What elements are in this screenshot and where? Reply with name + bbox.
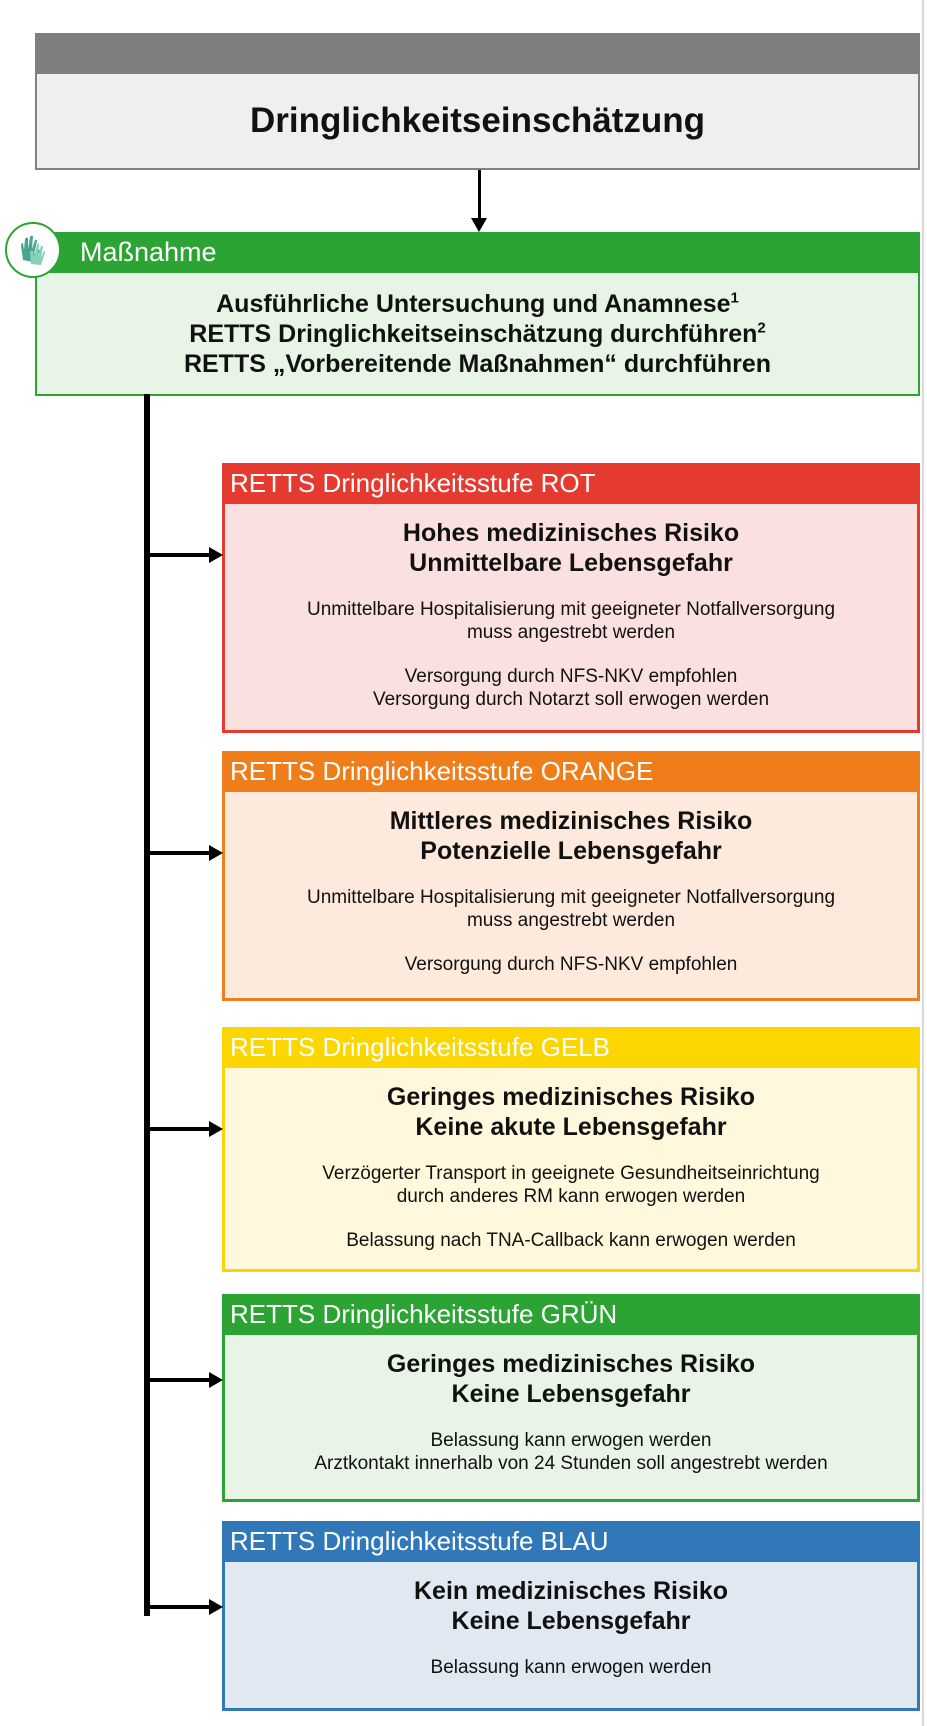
measure-label: Maßnahme (80, 237, 217, 267)
measure-line-3: RETTS „Vorbereitende Maßnahmen“ durchführen (183, 349, 772, 378)
level-blue-header: RETTS Dringlichkeitsstufe BLAU (222, 1521, 920, 1562)
page-title: Dringlichkeitseinschätzung (35, 74, 920, 170)
level-yellow-text-1: Verzögerter Transport in geeignete Gesundheitseinrichtung durch anderes RM kann erwogen werden (322, 1163, 820, 1207)
connector-arrow-head (471, 218, 487, 232)
branch-arrow-head-orange (209, 845, 223, 861)
level-blue-text-1: Belassung kann erwogen werden (430, 1657, 712, 1678)
level-blue (222, 1521, 920, 1711)
measure-body (35, 273, 920, 396)
level-green-title: Geringes medizinisches Risiko Keine Lebensgefahr (386, 1350, 756, 1408)
level-blue-body (222, 1562, 920, 1711)
level-orange-text-1: Unmittelbare Hospitalisierung mit geeigneter Notfallversorgung muss angestrebt werden (306, 887, 836, 931)
level-green-body (222, 1335, 920, 1502)
level-yellow (222, 1027, 920, 1272)
level-blue-title: Kein medizinisches Risiko Keine Lebensgefahr (414, 1577, 728, 1635)
level-green-header: RETTS Dringlichkeitsstufe GRÜN (222, 1294, 920, 1335)
level-green (222, 1294, 920, 1502)
level-orange-title: Mittleres medizinisches Risiko Potenzielle Lebensgefahr (389, 807, 753, 865)
level-yellow-header: RETTS Dringlichkeitsstufe GELB (222, 1027, 920, 1068)
connector-trunk (144, 394, 150, 1616)
branch-arrow-head-green (209, 1372, 223, 1388)
branch-arrow-yellow (147, 1127, 213, 1131)
level-red-header: RETTS Dringlichkeitsstufe ROT (222, 463, 920, 504)
level-yellow-body (222, 1068, 920, 1272)
measure-line-2: RETTS Dringlichkeitseinschätzung durchführen$^2$ (189, 319, 766, 348)
branch-arrow-head-red (209, 547, 223, 563)
measure-header (35, 232, 920, 273)
branch-arrow-head-blue (209, 1599, 223, 1615)
level-yellow-title: Geringes medizinisches Risiko Keine akute Lebensgefahr (386, 1083, 756, 1141)
level-orange-header: RETTS Dringlichkeitsstufe ORANGE (222, 751, 920, 792)
branch-arrow-blue (147, 1605, 213, 1609)
level-orange-text-2: Versorgung durch NFS-NKV empfohlen (404, 954, 738, 975)
branch-arrow-head-yellow (209, 1121, 223, 1137)
branch-arrow-red (147, 553, 213, 557)
connector-arrow-line (478, 170, 481, 222)
branch-arrow-orange (147, 851, 213, 855)
measure-line-1: Ausführliche Untersuchung und Anamnese$^1$ (216, 289, 739, 318)
level-green-text-1: Belassung kann erwogen werden Arztkontakt innerhalb von 24 Stunden soll angestrebt werden (314, 1430, 828, 1474)
level-orange (222, 751, 920, 1001)
level-red-body (222, 504, 920, 733)
title-header-bar (35, 33, 920, 74)
level-red (222, 463, 920, 733)
level-yellow-text-2: Belassung nach TNA-Callback kann erwogen werden (346, 1230, 796, 1251)
gloves-icon (5, 222, 61, 278)
level-red-text-1: Unmittelbare Hospitalisierung mit geeigneter Notfallversorgung muss angestrebt werden (306, 599, 836, 643)
level-red-title: Hohes medizinisches Risiko Unmittelbare Lebensgefahr (402, 519, 740, 577)
right-edge-line (922, 0, 924, 1726)
level-red-text-2: Versorgung durch NFS-NKV empfohlen Versorgung durch Notarzt soll erwogen werden (372, 666, 770, 710)
branch-arrow-green (147, 1378, 213, 1382)
level-orange-body (222, 792, 920, 1001)
